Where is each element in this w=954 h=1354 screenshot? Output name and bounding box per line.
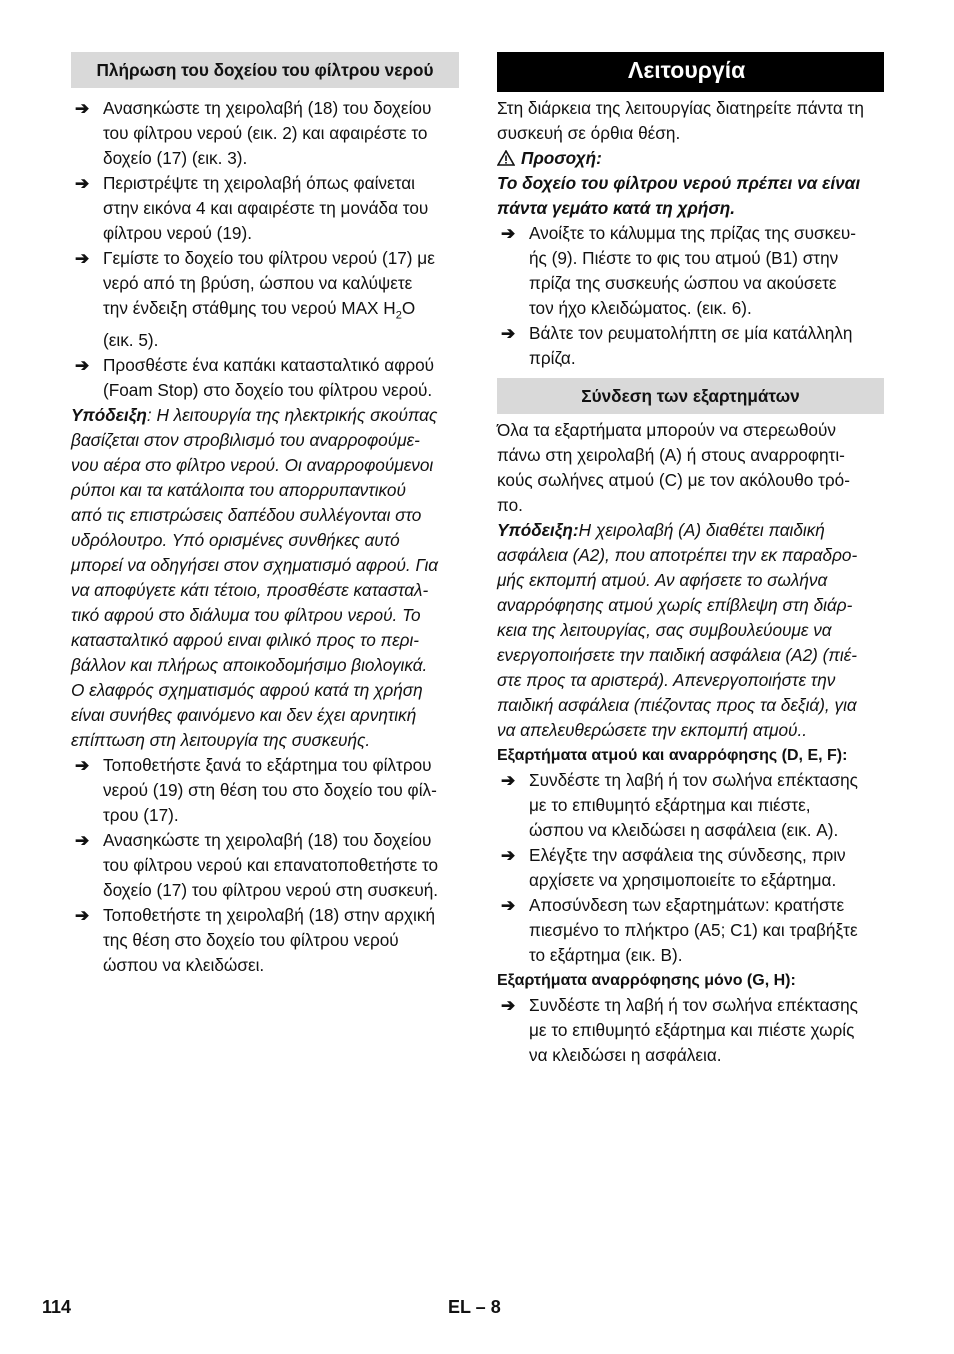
right-column [497, 52, 884, 1068]
list-item: ➔ Γεμίστε το δοχείο του φίλτρου νερού (17) με νερό από τη βρύση, ώσπου να καλύψετε την ένδειξη στάθμης του νερού MAX $H_2O$ (εικ. 5). [75, 248, 435, 351]
section-heading-accessories: Σύνδεση των εξαρτημάτων [497, 378, 884, 414]
caution-block: Προσοχή: Το δοχείο του φίλτρου νερού πρέπει να είναι πάντα γεμάτο κατά τη χρήση. [497, 148, 861, 218]
note-label: Υπόδειξη [71, 405, 147, 426]
list-item: ➔ Συνδέστε τη λαβή ή τον σωλήνα επέκτασης με το επιθυμητό εξάρτημα και πιέστε, ώσπου να κλειδώσει η ασφάλεια (εικ. A). [501, 770, 858, 840]
list-item: ➔ Συνδέστε τη λαβή ή τον σωλήνα επέκτασης με το επιθυμητό εξάρτημα και πιέστε χωρίς να κλειδώσει η ασφάλεια. [501, 995, 858, 1065]
arrow-right-icon: ➔ [75, 906, 90, 926]
caution-label: Προσοχή: [521, 148, 602, 168]
page-number: 114 [42, 1297, 72, 1317]
warning-triangle-icon [497, 150, 515, 166]
list-item: ➔ Περιστρέψτε τη χειρολαβή όπως φαίνεται στην εικόνα 4 και αφαιρέστε τη μονάδα του φίλτρου νερού (19). [75, 173, 429, 243]
intro-paragraph: Στη διάρκεια της λειτουργίας διατηρείτε πάντα τη συσκευή σε όρθια θέση. [497, 98, 864, 143]
section-heading-operation: Λειτουργία [497, 52, 884, 92]
list-item: ➔ Ανασηκώστε τη χειρολαβή (18) του δοχείου του φίλτρου νερού και επανατοποθετήστε το δοχείο (17) του φίλτρου νερού στη συσκευή. [75, 830, 439, 901]
list-item: ➔ Βάλτε τον ρευματολήπτη σε μία κατάλληλη πρίζα. [501, 323, 853, 368]
note-block: Υπόδειξη:Η χειρολαβή (A) διαθέτει παιδική ασφάλεια (A2), που αποτρέπει την εκ παραδρο- μής εκπομπή ατμού. Αν αφήσετε το σωλήνα αναρρόφησης ατμού χωρίς επίβλεψη στη διάρ- κεια της λειτουργίας, σας συμβουλεύουμε να ενεργοποιήσετε την παιδική ασφάλεια (A2) (πιέ- στε προς τα αριστερά). Απενεργοποιήστε την παιδική ασφάλεια (πιέζοντας προς τα δεξιά), για να απελευθερώσετε την εκπομπή ατμού.. [497, 520, 858, 740]
section-heading-water-filter: Πλήρωση του δοχείου του φίλτρου νερού [71, 52, 459, 88]
arrow-right-icon: ➔ [501, 846, 516, 865]
subsection-label-steam-suction: Εξαρτήματα ατμού και αναρρόφησης (D, E, F): [497, 747, 848, 764]
list-item: ➔ Ανοίξτε το κάλυμμα της πρίζας της συσκευ- ής (9). Πιέστε το φις του ατμού (B1) στην πρίζα της συσκευής ώσπου να ακούσετε τον ήχο κλειδώματος. (εικ. 6). [501, 223, 857, 318]
arrow-right-icon: ➔ [501, 771, 516, 790]
arrow-right-icon: ➔ [501, 324, 516, 343]
note-label: Υπόδειξη: [497, 520, 579, 540]
subsection-label-suction-only: Εξαρτήματα αναρρόφησης μόνο (G, H): [497, 972, 796, 989]
arrow-right-icon: ➔ [501, 896, 516, 915]
list-item: ➔ Ανασηκώστε τη χειρολαβή (18) του δοχείου του φίλτρου νερού (εικ. 2) και αφαιρέστε το δοχείο (17) (εικ. 3). [75, 98, 432, 168]
list-item: ➔ Ελέγξτε την ασφάλεια της σύνδεσης, πριν αρχίσετε να χρησιμοποιείτε το εξάρτημα. [501, 845, 846, 890]
list-item: ➔ Τοποθετήστε ξανά το εξάρτημα του φίλτρου νερού (19) στη θέση του στο δοχείο του φίλ- τρου (17). [75, 755, 437, 826]
page-code: EL – 8 [448, 1297, 501, 1317]
note-block: Υπόδειξη: Η λειτουργία της ηλεκτρικής σκούπας βασίζεται στον στροβιλισμό του αναρροφούμε- νου αέρα στο φίλτρο νερού. Οι αναρροφούμενοι ρύποι και τα κατάλοιπα του απορρυπαντικού από τις επιστρώσεις δαπέδου συλλέγονται στο υδρόλουτρο. Υπό ορισμένες συνθήκες αυτό μπορεί να οδηγήσει στον σχηματισμό αφρού. Για να αποφύγετε κάτι τέτοιο, προσθέστε κατασταλ- τικό αφρού στο διάλυμα του φίλτρου νερού. Το κατασταλτικό αφρού ειναι φιλικό προς το περι- βάλλον και πλήρως αποικοδομήσιμο βιολογικά. Ο ελαφρός σχηματισμός αφρού κατά τη χρήση είναι συνήθες φαινόμενο και δεν έχει αρνητική επίπτωση στη λειτουργία της συσκευής. [71, 405, 439, 751]
arrow-right-icon: ➔ [75, 756, 90, 776]
arrow-right-icon: ➔ [75, 99, 90, 118]
arrow-right-icon: ➔ [75, 174, 90, 193]
left-column [71, 52, 459, 978]
list-item: ➔ Προσθέστε ένα καπάκι κατασταλτικό αφρού (Foam Stop) στο δοχείο του φίλτρου νερού. [75, 355, 435, 401]
arrow-right-icon: ➔ [75, 831, 90, 851]
arrow-right-icon: ➔ [501, 224, 516, 243]
arrow-right-icon: ➔ [75, 356, 90, 376]
list-item: ➔ Τοποθετήστε τη χειρολαβή (18) στην αρχική της θέση στο δοχείο του φίλτρου νερού ώσπου να κλειδώσει. [75, 905, 435, 976]
list-item: ➔ Αποσύνδεση των εξαρτημάτων: κρατήστε πιεσμένο το πλήκτρο (A5; C1) και τραβήξτε το εξάρτημα (εικ. B). [501, 895, 858, 965]
accessories-paragraph: Όλα τα εξαρτήματα μπορούν να στερεωθούν πάνω στη χειρολαβή (A) ή στους αναρροφητι- κούς σωλήνες ατμού (C) με τον ακόλουθο τρό- πο. [497, 420, 850, 515]
arrow-right-icon: ➔ [501, 996, 516, 1015]
arrow-right-icon: ➔ [75, 249, 90, 268]
